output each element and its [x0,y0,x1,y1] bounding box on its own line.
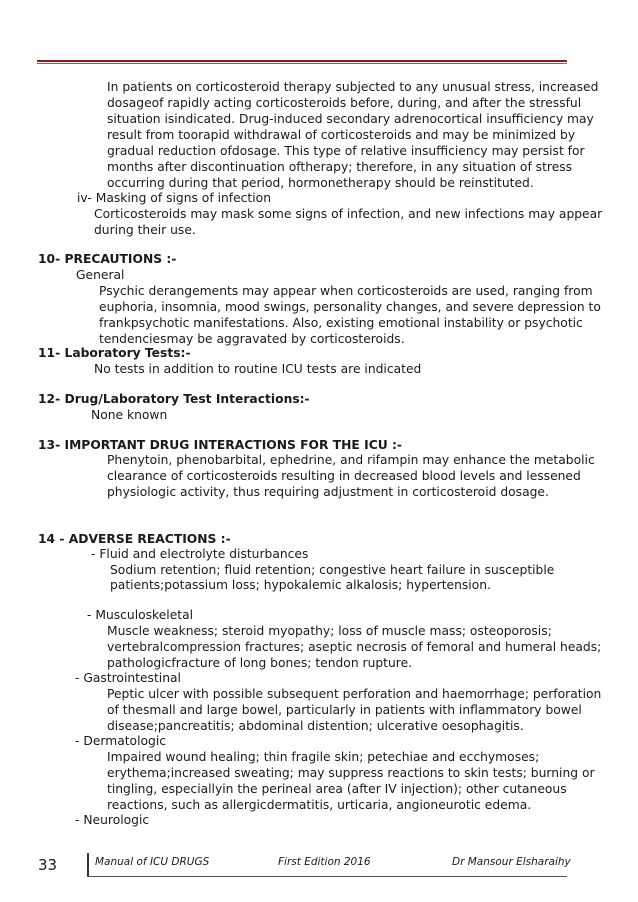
text-line: Peptic ulcer with possible subsequent perforation and haemorrhage; perforation [107,687,602,701]
footer-author: Dr Mansour Elsharaihy [452,856,571,868]
text-line: result from toorapid withdrawal of corticosteroids and may be minimized by [107,128,576,142]
text-line: Phenytoin, phenobarbital, ephedrine, and rifampin may enhance the metabolic [107,453,595,467]
section-heading: 11- Laboratory Tests:- [38,346,191,360]
text-line: vertebralcompression fractures; aseptic necrosis of femoral and humeral heads; [107,640,602,654]
text-line: Impaired wound healing; thin fragile skin; petechiae and ecchymoses; [107,750,540,764]
text-line: physiologic activity, thus requiring adjustment in corticosteroid dosage. [107,485,549,499]
section-heading: 12- Drug/Laboratory Test Interactions:- [38,392,310,406]
text-line: occurring during that period, hormonetherapy should be reinstituted. [107,176,534,190]
text-line: of thesmall and large bowel, particularly in patients with inflammatory bowel [107,703,582,717]
text-line: - Dermatologic [75,734,167,748]
text-line: tendenciesmay be aggravated by corticosteroids. [99,332,405,346]
text-line: Sodium retention; fluid retention; congestive heart failure in susceptible [110,563,555,577]
text-line: None known [91,408,168,422]
text-line: dosageof rapidly acting corticosteroids before, during, and after the stressful [107,96,582,110]
footer-baseline [87,876,567,877]
text-line: General [76,268,125,282]
section-heading: 14 - ADVERSE REACTIONS :- [38,532,231,546]
section-heading: 10- PRECAUTIONS :- [38,252,177,266]
footer-divider [87,853,89,877]
section-heading: 13- IMPORTANT DRUG INTERACTIONS FOR THE ICU :- [38,438,403,452]
text-line: erythema;increased sweating; may suppress reactions to skin tests; burning or [107,766,595,780]
text-line: tingling, especiallyin the perineal area (after IV injection); other cutaneous [107,782,567,796]
text-line: Muscle weakness; steroid myopathy; loss of muscle mass; osteoporosis; [107,624,552,638]
text-line: Psychic derangements may appear when corticosteroids are used, ranging from [99,284,593,298]
text-line: pathologicfracture of long bones; tendon rupture. [107,656,413,670]
text-line: months after discontinuation oftherapy; therefore, in any situation of stress [107,160,573,174]
text-line: clearance of corticosteroids resulting in decreased blood levels and lessened [107,469,581,483]
text-line: iv- Masking of signs of infection [77,191,271,205]
text-line: No tests in addition to routine ICU tests are indicated [94,362,422,376]
text-line: during their use. [94,223,196,237]
text-line: disease;pancreatitis; abdominal distention; ulcerative oesophagitis. [107,719,524,733]
text-line: euphoria, insomnia, mood swings, personality changes, and severe depression to [99,300,601,314]
text-line: - Musculoskeletal [87,608,194,622]
text-line: situation isindicated. Drug-induced secondary adrenocortical insufficiency may [107,112,594,126]
text-line: reactions, such as allergicdermatitis, urticaria, angioneurotic edema. [107,798,532,812]
text-line: gradual reduction ofdosage. This type of relative insufficiency may persist for [107,144,585,158]
text-line: frankpsychotic manifestations. Also, existing emotional instability or psychotic [99,316,583,330]
text-line: In patients on corticosteroid therapy subjected to any unusual stress, increased [107,80,599,94]
text-line: - Gastrointestinal [75,671,181,685]
text-line: - Fluid and electrolyte disturbances [91,547,309,561]
footer-manual-title: Manual of ICU DRUGS [95,856,210,868]
text-line: patients;potassium loss; hypokalemic alkalosis; hypertension. [110,578,491,592]
text-line: Corticosteroids may mask some signs of infection, and new infections may appear [94,207,603,221]
footer-edition: First Edition 2016 [278,856,371,868]
page-number: 33 [38,856,58,874]
text-line: - Neurologic [75,813,150,827]
